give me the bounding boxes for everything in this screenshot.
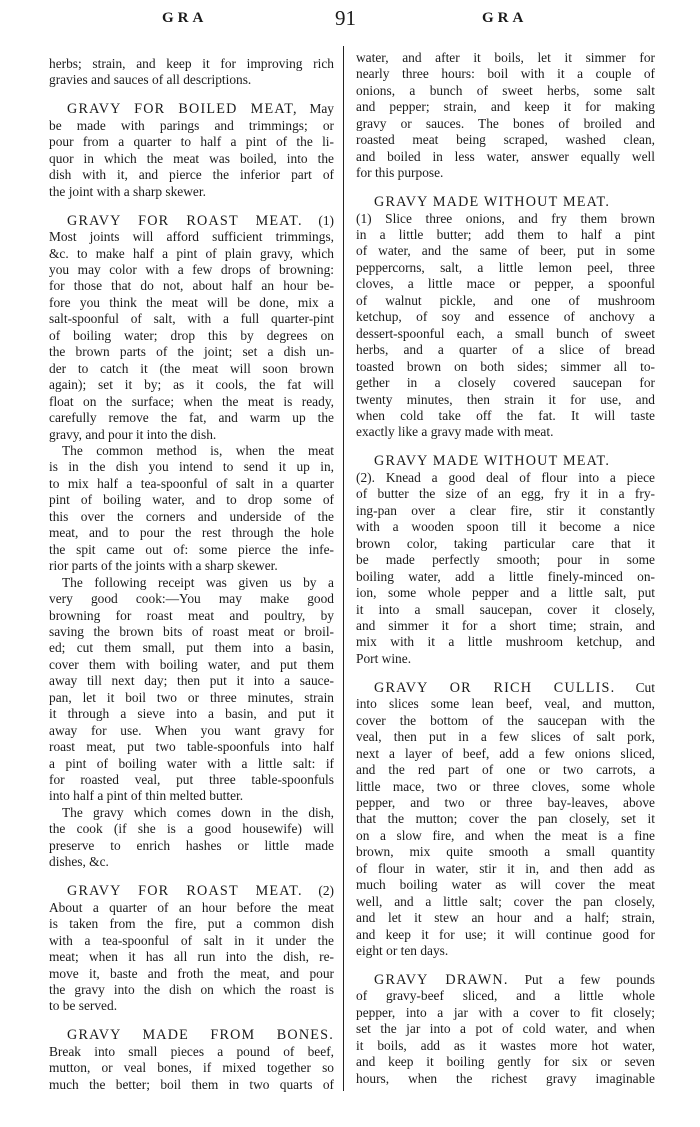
text-line: the gravy into the dish on which the roast is [49, 981, 334, 997]
heading-continuation: May [309, 101, 334, 117]
text-line: The common method is, when the meat [62, 442, 334, 458]
text-line: and simmer it for a short time; strain, and [356, 617, 655, 633]
recipe-heading-line [49, 101, 334, 117]
text-line: gravy, and pour it into the dish. [49, 426, 217, 442]
text-line: browning for roast meat and poultry, by [49, 607, 334, 623]
recipe-entry [49, 883, 334, 1015]
text-line: of walnut pickle, and one of mushroom [356, 292, 655, 308]
text-line: The gravy which comes down in the dish, [62, 804, 334, 820]
text-line: hours, when the richest gravy imaginable [356, 1070, 655, 1086]
text-line: it into a small saucepan, cover it closely, [356, 601, 655, 617]
text-line: again); set it by; as it cools, the fat will [49, 377, 334, 393]
recipe-heading-line [49, 883, 334, 899]
text-line: the cook (if she is a good housewife) will [49, 821, 334, 837]
text-line: little mace, two or three cloves, some whole [356, 778, 655, 794]
text-line: Port wine. [356, 650, 412, 666]
right-column [356, 50, 655, 1087]
text-line: toasted brown on both sides; simmer all to- [356, 358, 655, 374]
text-line: brown color, taking particular care that it [356, 535, 655, 551]
text-line: meat; when it has all run into the dish, re- [49, 949, 334, 965]
recipe-title: GRAVY OR RICH CULLIS. [374, 679, 616, 696]
text-line: roast meat, put two table-spoonfuls into half [49, 739, 334, 755]
text-line: (1) Slice three onions, and fry them brown [356, 210, 655, 226]
text-line: mix with it a little mushroom ketchup, and [356, 634, 655, 650]
recipe-heading-line [356, 453, 655, 469]
text-line: much boiling water as will cover the meat [356, 877, 655, 893]
text-line: ing-pan over a clear fire, stir it constantly [356, 502, 655, 518]
text-line: and keep it boiling gently for six or seven [356, 1054, 655, 1070]
text-line: for roasted veal, put three table-spoonfuls [49, 772, 334, 788]
text-line: cloves, a little mace or pepper, a spoonful [356, 276, 655, 292]
text-line: The following receipt was given us by a [62, 574, 334, 590]
text-line: to be served. [49, 998, 118, 1014]
text-line: dessert-spoonful each, a small bunch of sweet [356, 325, 655, 341]
text-line: this over the corners and underside of the [49, 508, 334, 524]
text-line: with a tea-spoonful of salt in it under the [49, 932, 334, 948]
text-line: quor in which the meat was boiled, into the [49, 150, 334, 166]
text-line: twenty minutes, then strain it for use, and [356, 391, 655, 407]
recipe-entry [49, 213, 334, 443]
text-line: when cold take off the fat. It will taste [356, 408, 655, 424]
text-line: der to catch it (the meat will soon brown [49, 360, 334, 376]
recipe-entry [356, 680, 655, 960]
text-line: fore you think the meat will be done, mix a [49, 294, 334, 310]
text-line: cover the bottom of the saucepan with the [356, 712, 655, 728]
text-line: peppercorns, salt, a little lemon peel, three [356, 259, 655, 275]
text-line: and pepper; strain, and keep it for making [356, 99, 655, 115]
text-line: pour from a quarter to half a pint of the li- [49, 134, 334, 150]
text-line: eight or ten days. [356, 943, 449, 959]
text-line: well, and a little salt; cover the pan closely, [356, 893, 655, 909]
recipe-title: GRAVY MADE WITHOUT MEAT. [374, 194, 611, 211]
heading-continuation: (1) [318, 212, 334, 228]
recipe-title: GRAVY FOR ROAST MEAT. [67, 883, 303, 900]
text-line: away till next day; then put it into a sauce- [49, 673, 334, 689]
paragraph [49, 805, 334, 871]
text-line: Most joints will afford sufficient trimmings, [49, 229, 334, 245]
recipe-title: GRAVY FOR BOILED MEAT, [67, 101, 298, 118]
paragraph [49, 56, 334, 89]
recipe-entry [356, 453, 655, 667]
text-line: and the red part of one or two carrots, a [356, 762, 655, 778]
text-line: boiling water, add a little finely-minced on- [356, 568, 655, 584]
text-line: move it, baste and froth the meat, and pour [49, 965, 334, 981]
text-line: (2). Knead a good deal of flour into a piece [356, 469, 655, 485]
text-line: salt-spoonful of salt, with a full quarter-pint [49, 311, 334, 327]
running-head-right: GRA [482, 10, 528, 26]
text-line: very good cook:—You may make good [49, 591, 334, 607]
recipe-heading-line [356, 194, 655, 210]
text-line: set the jar into a pot of cold water, and when [356, 1021, 655, 1037]
text-line: mutton, or veal bones, if mixed together so [49, 1060, 334, 1076]
text-line: of water, and the same of beer, put in some [356, 243, 655, 259]
text-line: a pint of boiling water with a little salt: if [49, 755, 334, 771]
text-line: roasted meat being scraped, washed clean, [356, 132, 655, 148]
recipe-heading-line [49, 213, 334, 229]
text-line: pan, let it boil two or three minutes, strain [49, 689, 334, 705]
text-line: saving the brown bits of roast meat or broil- [49, 623, 334, 639]
text-line: herbs, and a quarter of a slice of bread [356, 342, 655, 358]
text-line: onions, a bunch of sweet herbs, some salt [356, 82, 655, 98]
heading-continuation: (2) [318, 883, 334, 899]
text-line: preserve to enrich hashes or little made [49, 837, 334, 853]
text-line: you may color with a few drops of browning: [49, 261, 334, 277]
text-line: of gravy-beef sliced, and a little whole [356, 988, 655, 1004]
text-line: herbs; strain, and keep it for improving rich [49, 56, 334, 71]
left-column [49, 56, 334, 1093]
recipe-entry [356, 972, 655, 1087]
recipe-title: GRAVY MADE WITHOUT MEAT. [374, 453, 611, 470]
text-line: and boiled in less water, answer equally well [356, 148, 655, 164]
text-line: gether in a closely covered saucepan for [356, 375, 655, 391]
text-line: is taken from the fire, put a common dish [49, 916, 334, 932]
text-line: for this purpose. [356, 165, 444, 181]
recipe-entry [49, 1027, 334, 1093]
text-line: dishes, &c. [49, 854, 109, 870]
text-line: the brown parts of the joint; set a dish un- [49, 344, 334, 360]
text-line: ketchup, of soy and essence of anchovy a [356, 309, 655, 325]
text-line: and let it stew an hour and a half; strain, [356, 910, 655, 926]
text-line: it boils, add as it wastes more hot water, [356, 1037, 655, 1053]
text-line: water, and after it boils, let it simmer for [356, 50, 655, 65]
recipe-heading-line [356, 680, 655, 696]
column-divider [343, 46, 344, 1091]
text-line: be made perfectly smooth; pour in some [356, 552, 655, 568]
recipe-title: GRAVY FOR ROAST MEAT. [67, 212, 303, 229]
text-line: brown, mix quite smooth a small quantity [356, 844, 655, 860]
text-line: it through a sieve into a basin, and put it [49, 706, 334, 722]
text-line: of flour in water, stir it in, and then add as [356, 860, 655, 876]
text-line: in a little butter; add them to half a pint [356, 227, 655, 243]
paragraph [49, 575, 334, 805]
text-line: ion, some whole pepper and a little salt, put [356, 585, 655, 601]
heading-continuation: Put a few pounds [524, 972, 655, 988]
text-line: into slices some lean beef, veal, and mutton, [356, 696, 655, 712]
text-line: pint of boiling water, and to drop some of [49, 492, 334, 508]
recipe-title: GRAVY DRAWN. [374, 972, 509, 989]
text-line: the joint with a sharp skewer. [49, 183, 206, 199]
recipe-title: GRAVY MADE FROM BONES. [67, 1027, 334, 1044]
text-line: Break into small pieces a pound of beef, [49, 1043, 334, 1059]
text-line: exactly like a gravy made with meat. [356, 424, 554, 440]
text-line: rior parts of the joints with a sharp skewer. [49, 558, 278, 574]
page-number: 91 [335, 6, 356, 30]
text-line: &c. to make half a pint of plain gravy, which [49, 245, 334, 261]
text-line: away for use. When you want gravy for [49, 722, 334, 738]
text-line: cover them with boiling water, and put them [49, 656, 334, 672]
text-line: carefully remove the fat, and warm up the [49, 410, 334, 426]
paragraph [49, 443, 334, 575]
text-line: veal, then put in a few slices of salt pork, [356, 729, 655, 745]
text-line: into half a pint of thin melted butter. [49, 788, 244, 804]
text-line: and keep it for use; it will continue good for [356, 926, 655, 942]
text-line: of boiling water; drop this by degrees on [49, 327, 334, 343]
text-line: with a wooden spoon till it become a nice [356, 519, 655, 535]
text-line: float on the surface; when the meat is ready, [49, 393, 334, 409]
text-line: meat, and to pour the rest through the hole [49, 525, 334, 541]
text-line: the spit came out of: some pierce the infe- [49, 541, 334, 557]
heading-continuation: Cut [635, 679, 655, 695]
recipe-entry [49, 101, 334, 200]
recipe-entry [356, 194, 655, 441]
text-line: dish with it, and pierce the inferior part of [49, 167, 334, 183]
text-line: next a layer of beef, add a few onions sliced, [356, 745, 655, 761]
paragraph [356, 50, 655, 182]
text-line: on a slow fire, and when the meat is a fine [356, 827, 655, 843]
text-line: pepper, and two or three bay-leaves, above [356, 794, 655, 810]
text-line: gravies and sauces of all descriptions. [49, 72, 252, 88]
text-line: gravy or sauces. The bones of broiled and [356, 115, 655, 131]
text-line: to mix half a tea-spoonful of salt in a quarter [49, 475, 334, 491]
text-line: About a quarter of an hour before the meat [49, 899, 334, 915]
text-line: is in the dish you intend to send it up in, [49, 459, 334, 475]
text-line: nearly three hours: boil with it a couple of [356, 66, 655, 82]
text-line: of butter the size of an egg, fry it in a fry- [356, 486, 655, 502]
text-line: be made with parings and trimmings; or [49, 117, 334, 133]
recipe-heading-line [49, 1027, 334, 1043]
text-line: pepper, into a jar with a cover to fit closely; [356, 1004, 655, 1020]
text-line: ed; cut them small, put them into a basin, [49, 640, 334, 656]
text-line: for those that do not, about half an hour be- [49, 278, 334, 294]
recipe-heading-line [356, 972, 655, 988]
running-head-left: GRA [162, 10, 208, 26]
text-line: that the mutton; cover the pan closely, set it [356, 811, 655, 827]
text-line: much the better; boil them in two quarts of [49, 1076, 334, 1092]
